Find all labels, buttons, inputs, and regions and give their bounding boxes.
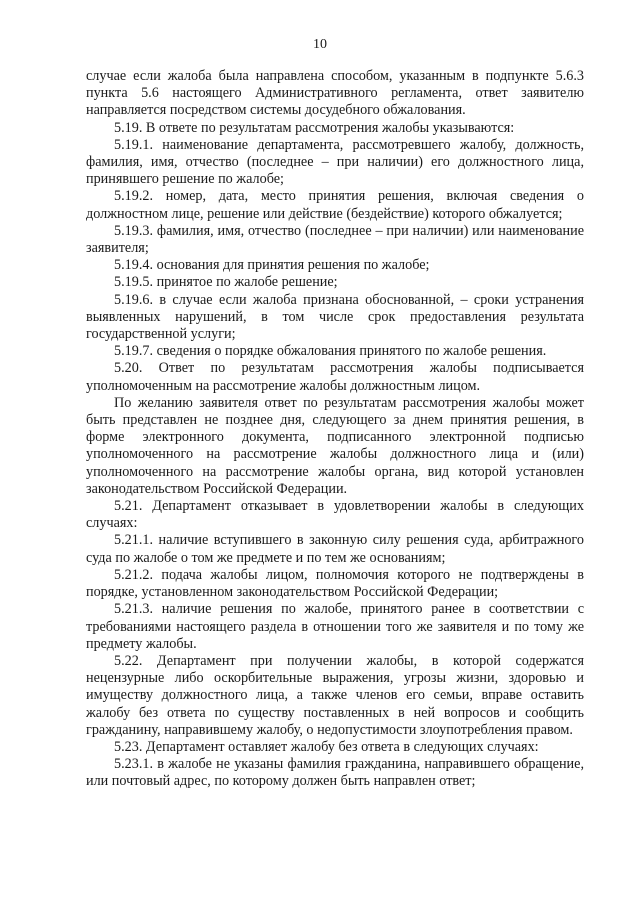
- paragraph: 5.21. Департамент отказывает в удовлетворении жалобы в следующих случаях:: [86, 498, 584, 532]
- paragraph: 5.21.3. наличие решения по жалобе, принятого ранее в соответствии с требованиями настоящего раздела в отношении того же заявителя и по тому же предмету жалобы.: [86, 601, 584, 652]
- paragraph: 5.20. Ответ по результатам рассмотрения жалобы подписывается уполномоченным на рассмотрение жалобы должностным лицом.: [86, 360, 584, 394]
- paragraph: 5.19.2. номер, дата, место принятия решения, включая сведения о должностном лице, решение или действие (бездействие) которого обжалуется;: [86, 188, 584, 222]
- paragraph: 5.19.4. основания для принятия решения по жалобе;: [114, 257, 430, 274]
- paragraph: 5.19.3. фамилия, имя, отчество (последнее – при наличии) или наименование заявителя;: [86, 222, 584, 257]
- paragraph: 5.19.6. в случае если жалоба признана обоснованной, – сроки устранения выявленных нарушений, в том числе срок предоставления результата государственной услуги;: [86, 291, 584, 343]
- paragraph: 5.21.1. наличие вступившего в законную силу решения суда, арбитражного суда по жалобе о том же предмете и по тем же основаниям;: [86, 532, 584, 566]
- paragraph: 5.19. В ответе по результатам рассмотрения жалобы указываются:: [114, 119, 515, 136]
- paragraph: По желанию заявителя ответ по результатам рассмотрения жалобы может быть представлен не позднее дня, следующего за днем принятия решения, в форме электронного документа, подписанного электронной подписью уполномоченного на рассмотрение жалобы должностного лица и (или) уполномоченного на рассмотрение жалобы органа, вид которой установлен законодательством Российской Федерации.: [86, 394, 584, 497]
- paragraph: 5.23. Департамент оставляет жалобу без ответа в следующих случаях:: [114, 738, 539, 755]
- paragraph: 5.19.7. сведения о порядке обжалования принятого по жалобе решения.: [114, 343, 547, 360]
- paragraph: 5.23.1. в жалобе не указаны фамилия гражданина, направившего обращение, или почтовый адрес, по которому должен быть направлен ответ;: [86, 756, 584, 790]
- paragraph: 5.19.5. принятое по жалобе решение;: [114, 274, 338, 291]
- paragraph: случае если жалоба была направлена способом, указанным в подпункте 5.6.3 пункта 5.6 настоящего Административного регламента, ответ заявителю направляется посредством системы досудебного обжалования.: [86, 68, 584, 119]
- paragraph: 5.21.2. подача жалобы лицом, полномочия которого не подтверждены в порядке, установленном законодательством Российской Федерации;: [86, 566, 584, 601]
- paragraph: 5.19.1. наименование департамента, рассмотревшего жалобу, должность, фамилия, имя, отчество (последнее – при наличии) его должностного лица, принявшего решение по жалобе;: [86, 136, 584, 188]
- page-number: 10: [313, 37, 327, 52]
- paragraph: 5.22. Департамент при получении жалобы, в которой содержатся нецензурные либо оскорбительные выражения, угрозы жизни, здоровью и имуществу должностного лица, а также членов его семьи, вправе оставить жалобу без ответа по существу поставленных в ней вопросов и сообщить гражданину, направившему жалобу, о недопустимости злоупотребления правом.: [86, 652, 584, 738]
- document-body: [86, 68, 584, 791]
